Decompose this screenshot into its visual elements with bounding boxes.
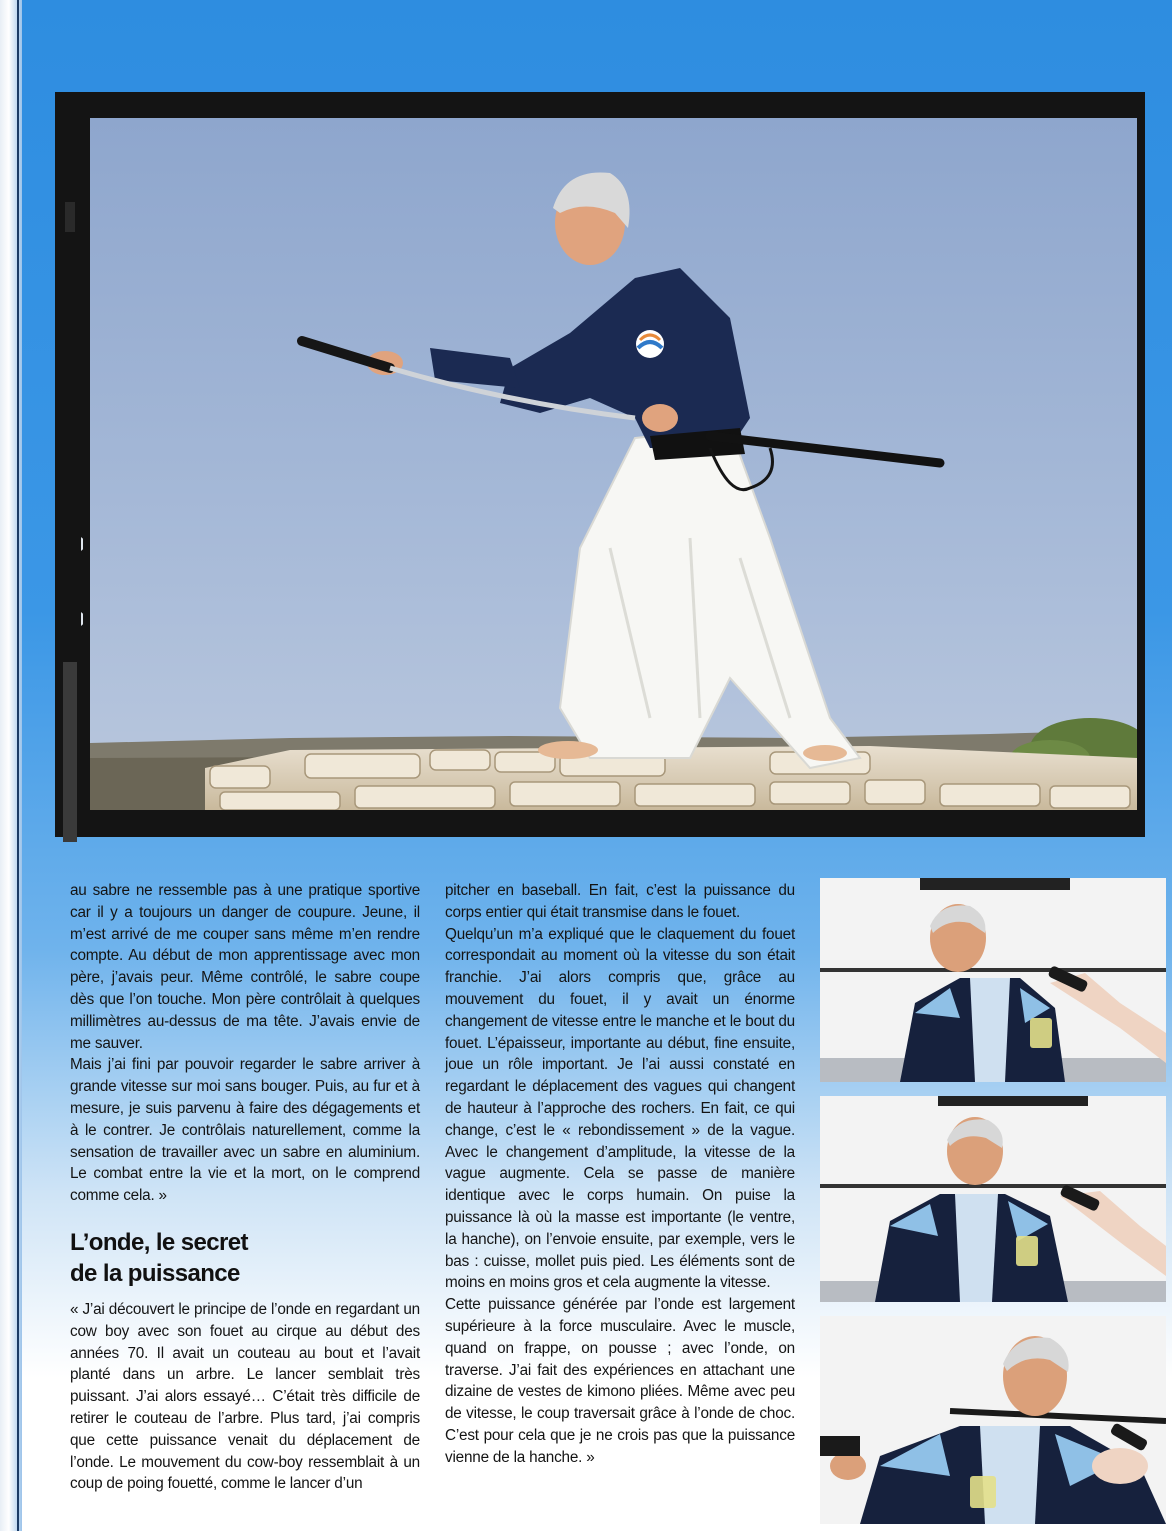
section-heading-line: L’onde, le secret [70,1228,248,1256]
article-paragraph: Mais j’ai fini par pouvoir regarder le sabre arriver à grande vitesse sur moi sans bouger. Puis, au fur et à mesure, je suis parvenu à faire des dégagements et à le contrer. Je contrôlais naturellement, comme la sensation de travailler avec un sabre en aluminium. Le combat entre la vie et la mort, on le comprend comme cela. » [70,1056,420,1205]
interview-photo-2 [820,1096,1166,1302]
section-heading [70,1227,420,1289]
section-heading-line: de la puissance [70,1259,240,1287]
article-paragraph: pitcher en baseball. En fait, c’est la puissance du corps entier qui était transmise dans le fouet. [445,882,795,921]
interviewee-photo-icon [820,1316,1166,1524]
hero-photo [90,118,1137,810]
article-paragraph: au sabre ne ressemble pas à une pratique sportive car il y a toujours un danger de coupure. Jeune, il m’est arrivé de me couper sans même m’en rendre compte. Au début de mon apprentissage avec mon père, j’avais peur. Même contrôlé, le sabre coupe dès que l’on touche. Mon père contrôlait à quelques millimètres au-dessus de ma tête. J’avais envie de me sauver. [70,882,420,1052]
interviewee-photo-icon [820,878,1166,1082]
interview-photo-3 [820,1316,1166,1524]
article-column-2 [445,880,795,1469]
interviewee-photo-icon [820,1096,1166,1302]
article-paragraph: Quelqu’un m’a expliqué que le claquement du fouet correspondait au moment où la vitesse du son était franchie. J’ai alors compris que, grâce au mouvement du fouet, il y avait un énorme changement de vitesse entre le manche et le bout du fouet. L’épaisseur, importante au début, fine ensuite, joue un rôle important. Je l’ai aussi constaté en regardant le déplacement des vagues qui changent de hauteur à l’approche des rochers. En fait, ce qui change, c’est le « rebondissement » de la vague. Avec le changement d’amplitude, la vitesse de la vague augmente. Cela se passe de manière identique avec le corps humain. On puise la puissance là où la masse est importante (le ventre, la hanche), on l’envoie ensuite, par exemple, vers le bas : cuisse, mollet puis pied. Les éléments sont de moins en moins gros et cela augmente la vitesse. [445,925,795,1292]
interview-photo-1 [820,878,1166,1082]
article-paragraph: Cette puissance générée par l’onde est largement supérieure à la force musculaire. Avec le muscle, quand on frappe, on pousse ; avec l’onde, on traverse. J’ai fait des expériences en attachant une dizaine de vestes de kimono pliées. Même avec peu de vitesse, le coup traversait grâce à l’onde de choc. C’est pour cela que je ne crois pas que la puissance vienne de la hanche. » [445,1296,795,1466]
article-column-1 [70,880,420,1495]
film-edge-marks [59,202,83,842]
page-gutter [0,0,22,1531]
hero-photo-frame [55,92,1145,837]
martial-artist-with-sword-icon [90,118,1137,810]
article-paragraph: « J’ai découvert le principe de l’onde en regardant un cow boy avec son fouet au cirque au début des années 70. Il avait un couteau au bout et l’avait planté dans un arbre. Le lancer semblait très puissant. J’ai alors essayé… C’était très difficile de retirer le couteau de l’arbre. Plus tard, j’ai compris que cette puissance venait du déplacement de l’onde. Le mouvement du cow-boy ressemblait à un coup de poing fouetté, comme le lancer d’un [70,1300,420,1493]
